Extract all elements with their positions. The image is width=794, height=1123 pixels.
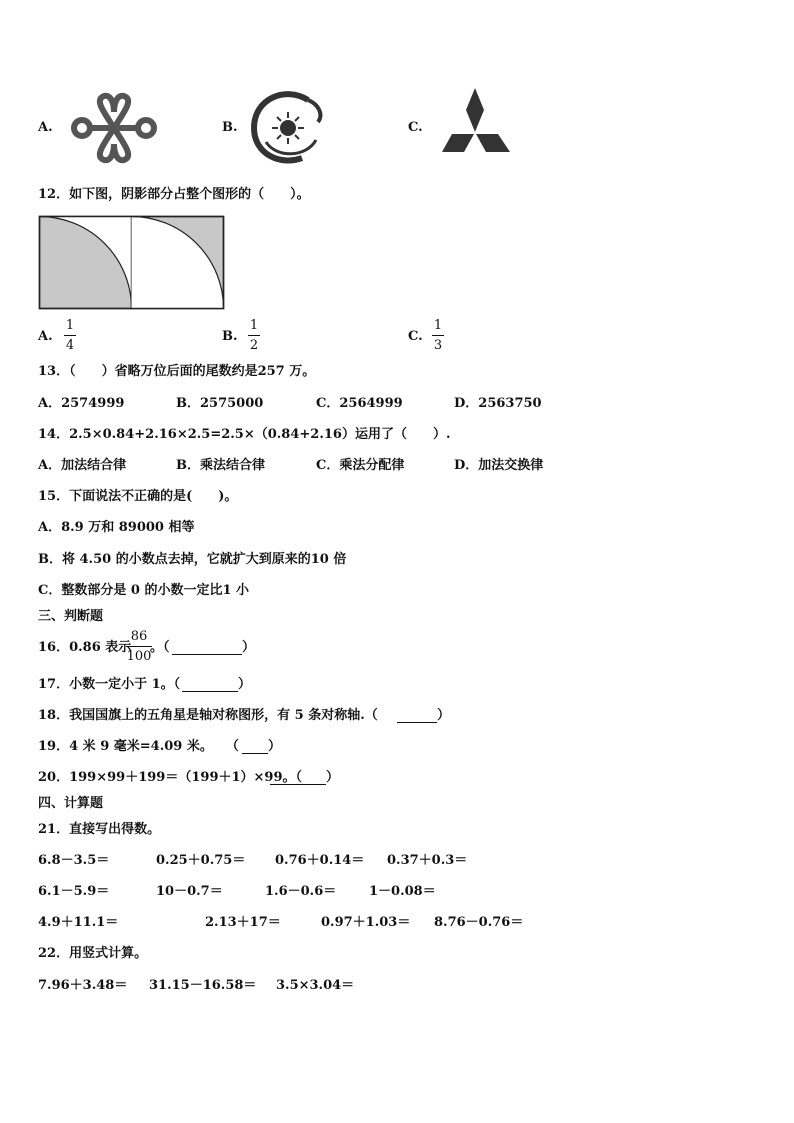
- q16-fraction: 86 100: [126, 629, 152, 664]
- china-unicom-knot-icon: [64, 92, 164, 164]
- q16-answer-close: ）: [242, 640, 256, 655]
- q16-answer-open: 。（: [150, 640, 170, 655]
- circular-sun-swirl-icon: [246, 88, 332, 168]
- q20-answer-close: ）: [326, 770, 340, 785]
- q12-option-b-label: B.: [222, 329, 238, 344]
- q17-text: 17．小数一定小于 1。（: [38, 677, 181, 692]
- q18-text: 18．我国国旗上的五角星是轴对称图形，有 5 条对称轴.（: [38, 708, 378, 723]
- q12-option-b-fraction: 1 2: [249, 318, 259, 353]
- q21-item: 0.37＋0.3＝: [387, 853, 468, 868]
- option-b-label: B.: [222, 120, 238, 135]
- q13-option-d: D．2563750: [454, 396, 542, 411]
- q21-item: 0.76＋0.14＝: [275, 853, 365, 868]
- q21-item: 6.1－5.9＝: [38, 884, 110, 899]
- option-c-label: C.: [408, 120, 423, 135]
- q15-option-c: C．整数部分是 0 的小数一定比1 小: [38, 583, 250, 598]
- q21-item: 4.9＋11.1＝: [38, 915, 119, 930]
- q21-item: 1.6－0.6＝: [265, 884, 337, 899]
- q15-option-a: A．8.9 万和 89000 相等: [38, 520, 195, 535]
- q18-answer-blank[interactable]: [397, 710, 437, 723]
- q20-answer-blank[interactable]: [270, 772, 326, 785]
- q12-option-c-fraction: 1 3: [433, 318, 443, 353]
- q16-answer-blank[interactable]: [172, 642, 242, 655]
- q12-option-a-fraction: 1 4: [65, 318, 75, 353]
- q21-item: 6.8－3.5＝: [38, 853, 110, 868]
- q14-option-c: C．乘法分配律: [316, 458, 405, 473]
- q14-option-d: D．加法交换律: [454, 458, 544, 473]
- q14-option-a: A．加法结合律: [38, 458, 127, 473]
- q14-option-b: B．乘法结合律: [176, 458, 265, 473]
- q15-option-b: B．将 4.50 的小数点去掉，它就扩大到原来的10 倍: [38, 552, 347, 567]
- q12-option-a-label: A.: [38, 329, 53, 344]
- q12-figure: [38, 215, 226, 310]
- q21-item: 8.76－0.76＝: [434, 915, 524, 930]
- q14-stem: 14．2.5×0.84+2.16×2.5=2.5×（0.84+2.16）运用了（ ）.: [38, 427, 451, 442]
- q21-item: 0.97＋1.03＝: [321, 915, 411, 930]
- q17-answer-close: ）: [238, 677, 252, 692]
- option-a-label: A.: [38, 120, 53, 135]
- q21-item: 1－0.08＝: [369, 884, 436, 899]
- q20-text: 20．199×99＋199＝（199＋1）×99。（: [38, 770, 303, 785]
- q22-item: 7.96＋3.48＝: [38, 978, 128, 993]
- three-diamond-icon: [436, 88, 516, 166]
- section-4-heading: 四、计算题: [38, 796, 104, 811]
- q21-item: 0.25＋0.75＝: [156, 853, 246, 868]
- q12-option-c-label: C.: [408, 329, 423, 344]
- q22-item: 3.5×3.04＝: [276, 978, 355, 993]
- q13-stem: 13．（ ）省略万位后面的尾数约是257 万。: [38, 364, 316, 379]
- q13-option-b: B．2575000: [176, 396, 264, 411]
- q22-item: 31.15－16.58＝: [149, 978, 257, 993]
- q16-text: 16．0.86 表示: [38, 640, 132, 655]
- q19-answer-blank[interactable]: [242, 741, 268, 754]
- q19-answer-close: ）: [268, 739, 282, 754]
- q15-stem: 15．下面说法不正确的是( )。: [38, 489, 238, 504]
- q19-text: 19．4 米 9 毫米=4.09 米。 （: [38, 739, 239, 754]
- section-3-heading: 三、判断题: [38, 609, 104, 624]
- q22-stem: 22．用竖式计算。: [38, 946, 148, 961]
- q21-stem: 21．直接写出得数。: [38, 822, 161, 837]
- q13-option-a: A．2574999: [38, 396, 125, 411]
- q13-option-c: C．2564999: [316, 396, 403, 411]
- q21-item: 10－0.7＝: [156, 884, 223, 899]
- q21-item: 2.13＋17＝: [205, 915, 281, 930]
- q18-answer-close: ）: [437, 708, 451, 723]
- q12-stem: 12．如下图，阴影部分占整个图形的（ ）。: [38, 187, 310, 202]
- q17-answer-blank[interactable]: [182, 679, 238, 692]
